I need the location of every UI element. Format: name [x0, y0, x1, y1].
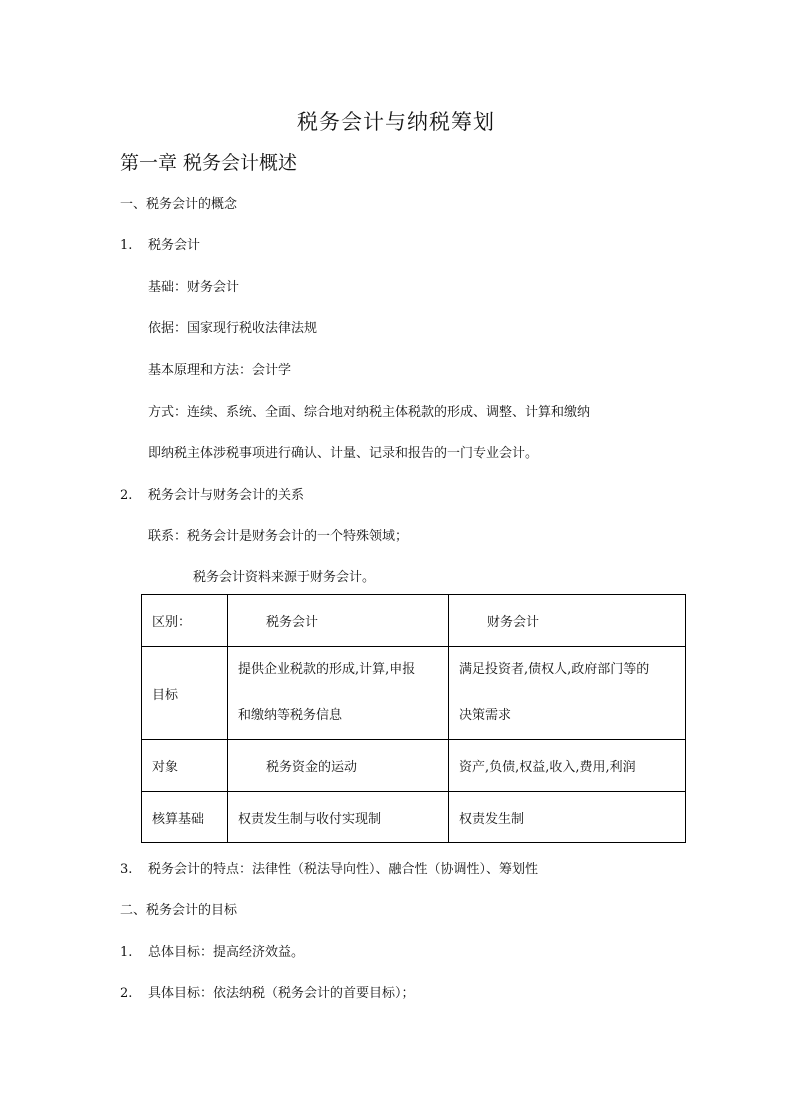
list-item: [120, 858, 538, 877]
item-label: 税务会计与财务会计的关系: [148, 488, 305, 503]
cell-line: 满足投资者,债权人,政府部门等的: [459, 662, 650, 677]
cell-line: 提供企业税款的形成,计算,申报: [238, 662, 416, 677]
item-number: 3.: [120, 862, 133, 877]
paragraph-line: 基本原理和方法：会计学: [148, 363, 292, 378]
paragraph-line: 依据：国家现行税收法律法规: [148, 321, 318, 336]
cell-line: 和缴纳等税务信息: [238, 708, 343, 723]
table-header-cell: 区别：: [142, 595, 228, 647]
item-number: 1.: [120, 945, 133, 960]
comparison-table: [141, 594, 686, 843]
item-text: 税务会计的特点：法律性（税法导向性）、融合性（协调性）、筹划性: [148, 862, 539, 877]
table-row: [142, 740, 686, 792]
table-header-cell: 财务会计: [449, 595, 686, 647]
section-heading-goals: 二、税务会计的目标: [120, 903, 238, 918]
table-cell: [449, 647, 686, 740]
table-header-cell: 税务会计: [228, 595, 449, 647]
list-item: [120, 484, 304, 503]
table-cell: 核算基础: [142, 792, 228, 843]
table-cell: 权责发生制: [449, 792, 686, 843]
table-cell: 对象: [142, 740, 228, 792]
document-title: 税务会计与纳税筹划: [297, 110, 495, 134]
paragraph-line: 基础：财务会计: [148, 280, 240, 295]
list-item: [120, 234, 200, 253]
chapter-heading: 第一章 税务会计概述: [120, 152, 298, 174]
list-item: [120, 941, 304, 960]
table-row: [142, 792, 686, 843]
table-cell: 权责发生制与收付实现制: [228, 792, 449, 843]
table-cell: 资产,负债,权益,收入,费用,利润: [449, 740, 686, 792]
table-cell: 税务资金的运动: [228, 740, 449, 792]
item-number: 2.: [120, 986, 133, 1001]
table-cell: [228, 647, 449, 740]
paragraph-line: 税务会计资料来源于财务会计。: [193, 570, 376, 585]
paragraph-line: 联系：税务会计是财务会计的一个特殊领域；: [148, 529, 409, 544]
cell-line: 决策需求: [459, 708, 512, 723]
item-text: 具体目标：依法纳税（税务会计的首要目标）；: [148, 986, 415, 1001]
table-row: [142, 647, 686, 740]
paragraph-line: 即纳税主体涉税事项进行确认、计量、记录和报告的一门专业会计。: [148, 446, 539, 461]
list-item: [120, 982, 415, 1001]
table-row: [142, 595, 686, 647]
table-cell: 目标: [142, 647, 228, 740]
item-text: 总体目标：提高经济效益。: [148, 945, 305, 960]
item-label: 税务会计: [148, 238, 201, 253]
item-number: 1.: [120, 238, 133, 253]
section-heading-concept: 一、税务会计的概念: [120, 197, 238, 212]
paragraph-line: 方式：连续、系统、全面、综合地对纳税主体税款的形成、调整、计算和缴纳: [148, 405, 591, 420]
item-number: 2.: [120, 488, 133, 503]
